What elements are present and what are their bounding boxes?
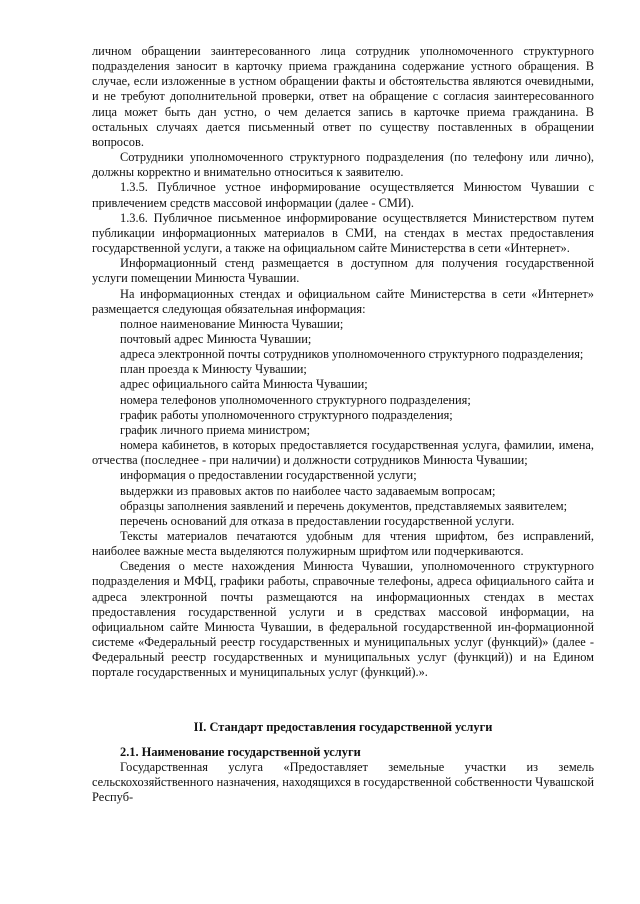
list-item: полное наименование Минюста Чувашии; xyxy=(120,316,344,331)
list-item: информация о предоставлении государственной услуги; xyxy=(120,468,417,483)
list-item: график работы уполномоченного структурного подразделения; xyxy=(120,407,453,422)
list-item: график личного приема министром; xyxy=(120,422,311,437)
list-item: номера кабинетов, в которых предоставляется государственная услуга, фамилии, имена, отчества (последнее - при наличии) и должности сотрудников Минюста Чувашии; xyxy=(92,438,594,468)
paragraph: личном обращении заинтересованного лица сотрудник уполномоченного структурного подразделения заносит в карточку приема гражданина содержание устного обращения. В случае, если изложенные в устном обращении факты и обстоятельства являются очевидными, и не требуют дополнительной проверки, ответ на обращение с согласия заинтересованного лица может быть дан устно, о чем делается запись в карточке приема гражданина. В остальных случаях дается письменный ответ по существу поставленных в обращении вопросов. xyxy=(92,44,594,149)
list-item: план проезда к Минюсту Чувашии; xyxy=(120,362,307,377)
list-item: перечень оснований для отказа в предоставлении государственной услуги. xyxy=(120,513,515,528)
list-item: номера телефонов уполномоченного структурного подразделения; xyxy=(120,392,471,407)
document-body xyxy=(92,44,594,805)
list-item: почтовый адрес Минюста Чувашии; xyxy=(120,331,312,346)
paragraph: Государственная услуга «Предоставляет земельные участки из земель сельскохозяйственного назначения, находящихся в государственной собственности Чувашской Респуб- xyxy=(92,759,594,805)
paragraph: Сведения о месте нахождения Минюста Чувашии, уполномоченного структурного подразделения и МФЦ, графики работы, справочные телефоны, адреса официального сайта и адреса электронной почты размещаются на информационных стендах в местах предоставления государственной услуги и в средствах массовой информации, на официальном сайте Минюста Чувашии, в федеральной государственной ин-формационной системе «Федеральный реестр государственных и муниципальных услуг (функций)» (далее - Федеральный реестр государственных и муниципальных услуг (функций)) и на Едином портале государственных и муниципальных услуг (функций).». xyxy=(92,559,594,680)
paragraph: Сотрудники уполномоченного структурного подразделения (по телефону или лично), должны корректно и внимательно относиться к заявителю. xyxy=(92,150,594,180)
section-title: II. Стандарт предоставления государственной услуги xyxy=(193,719,493,734)
paragraph: 1.3.6. Публичное письменное информирование осуществляется Министерством путем публикации информационных материалов в СМИ, на стендах в местах предоставления государственной услуги, а также на официальном сайте Министерства в сети «Интернет». xyxy=(92,210,594,256)
paragraph: 1.3.5. Публичное устное информирование осуществляется Минюстом Чувашии с привлечением средств массовой информации (далее - СМИ). xyxy=(92,180,594,210)
list-item: адрес официального сайта Минюста Чувашии; xyxy=(120,377,368,392)
list-item: выдержки из правовых актов по наиболее часто задаваемым вопросам; xyxy=(120,483,496,498)
list-item: образцы заполнения заявлений и перечень документов, представляемых заявителем; xyxy=(120,498,568,513)
paragraph: Тексты материалов печатаются удобным для чтения шрифтом, без исправлений, наиболее важные места выделяются полужирным шрифтом или подчеркиваются. xyxy=(92,529,594,559)
paragraph: Информационный стенд размещается в доступном для получения государственной услуги помещении Минюста Чувашии. xyxy=(92,256,594,286)
list-item: адреса электронной почты сотрудников уполномоченного структурного подразделения; xyxy=(120,347,584,362)
subsection-title: 2.1. Наименование государственной услуги xyxy=(120,744,361,759)
paragraph: На информационных стендах и официальном сайте Министерства в сети «Интернет» размещается следующая обязательная информация: xyxy=(92,286,594,316)
